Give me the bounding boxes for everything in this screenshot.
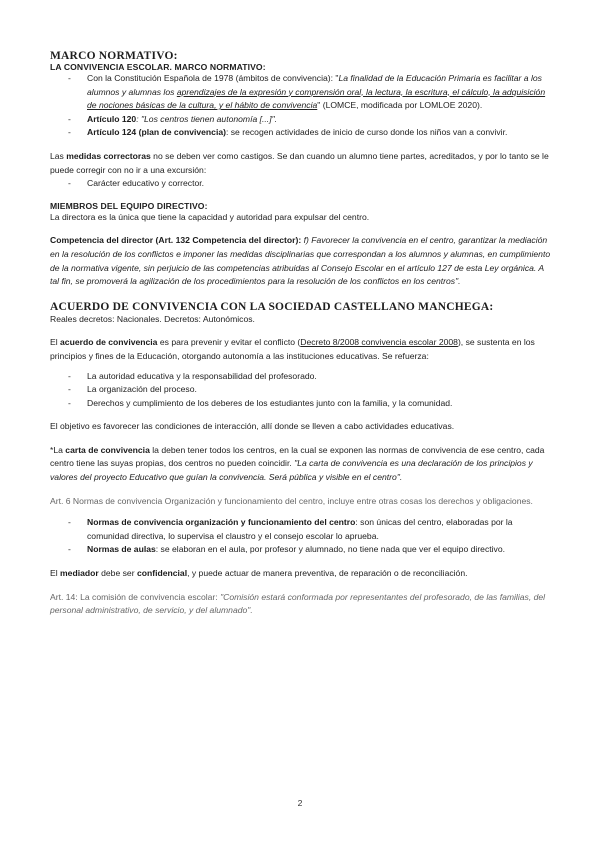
acuerdo-paragraph: El acuerdo de convivencia es para prevenir y evitar el conflicto (Decreto 8/2008 convivencia escolar 2008), se sustenta en los principios y fines de la Educación, otorgando autonomía a las instituciones educativas. Se refuerza: (50, 337, 535, 361)
art6-paragraph: Art. 6 Normas de convivencia Organización y funcionamiento del centro, incluye entre otras cosas los derechos y obligaciones. (50, 495, 533, 506)
mediador-paragraph: El mediador debe ser confidencial, y puede actuar de manera preventiva, de reparación o de reconciliación. (50, 568, 468, 579)
list-item: - La organización del proceso. (87, 383, 552, 397)
art14-paragraph: Art. 14: La comisión de convivencia escolar: "Comisión estará conformada por representantes del profesorado, de las familias, del personal administrativo, de servicio, y del alumnado". (50, 591, 546, 616)
list-item: - Carácter educativo y corrector. (87, 177, 552, 191)
directora-paragraph: La directora es la única que tiene la capacidad y autoridad para expulsar del centro. (50, 211, 370, 222)
list-item: - La autoridad educativa y la responsabilidad del profesorado. (87, 370, 552, 384)
reales-decretos: Reales decretos: Nacionales. Decretos: Autonómicos. (50, 313, 255, 324)
subheading-miembros: MIEMBROS DEL EQUIPO DIRECTIVO: (50, 200, 208, 211)
normas-list (50, 516, 552, 557)
competencia-paragraph: Competencia del director (Art. 132 Competencia del director): f) Favorecer la convivencia en el centro, garantizar la mediación en la resolución de los conflictos e imponer las medidas disciplinarias que correspondan a los alumnos y alumnas, en cumplimiento de la normativa vigente, sin perjuicio de las competencias atribuidas al Consejo Escolar en el artículo 127 de esta Ley orgánica. A tal fin, se promoverá la agilización de los procedimientos para la resolución de los conflictos en los centros". (50, 235, 551, 287)
carta-paragraph: *La carta de convivencia la deben tener todos los centros, en la cual se exponen las normas de convivencia de ese centro, cada centro tiene las suyas propias, dos centros no pueden coincidir. "La carta de convivencia es una declaración de los principios y valores del proyecto Educativo que guían la convivencia. Será pública y visible en el centro". (50, 444, 545, 483)
heading-acuerdo: ACUERDO DE CONVIVENCIA CON LA SOCIEDAD CASTELLANO MANCHEGA: (50, 300, 494, 313)
list-item: - Normas de convivencia organización y funcionamiento del centro: son únicas del centro, elaboradas por la comunidad directiva, lo supervisa el claustro y el consejo escolar lo aprueba. (87, 516, 552, 543)
medidas-paragraph: Las medidas correctoras no se deben ver como castigos. Se dan cuando un alumno tiene partes, acreditados, y por lo tanto se le puede corregir con no ir a una excursión: (50, 150, 549, 175)
marco-list (50, 72, 552, 140)
subheading-convivencia-escolar: LA CONVIVENCIA ESCOLAR. MARCO NORMATIVO: (50, 62, 266, 72)
decreto-link[interactable]: Decreto 8/2008 convivencia escolar 2008 (300, 337, 458, 348)
list-item: - Con la Constitución Española de 1978 (ámbitos de convivencia): "La finalidad de la Educación Primaria es facilitar a los alumnos y alumnas los aprendizajes de la expresión y comprensión oral, la lectura, la escritura, el cálculo, la adquisición de nociones básicas de la cultura, y el hábito de convivencia" (LOMCE, modificada por LOMLOE 2020). (87, 72, 552, 113)
list-item: - Derechos y cumplimiento de los deberes de los estudiantes junto con la familia, y la comunidad. (87, 397, 552, 411)
page-number: 2 (297, 798, 303, 808)
refuerza-list (50, 370, 552, 411)
list-item: - Artículo 120: "Los centros tienen autonomía [...]". (87, 113, 552, 127)
list-item: - Normas de aulas: se elaboran en el aula, por profesor y alumnado, no tiene nada que ver el equipo directivo. (87, 543, 552, 557)
list-item: - Artículo 124 (plan de convivencia): se recogen actividades de inicio de curso donde los niños van a convivir. (87, 126, 552, 140)
objetivo-paragraph: El objetivo es favorecer las condiciones de interacción, allí donde se lleven a cabo actividades educativas. (50, 421, 455, 432)
medidas-list (50, 177, 552, 191)
heading-marco-normativo: MARCO NORMATIVO: (50, 50, 178, 62)
